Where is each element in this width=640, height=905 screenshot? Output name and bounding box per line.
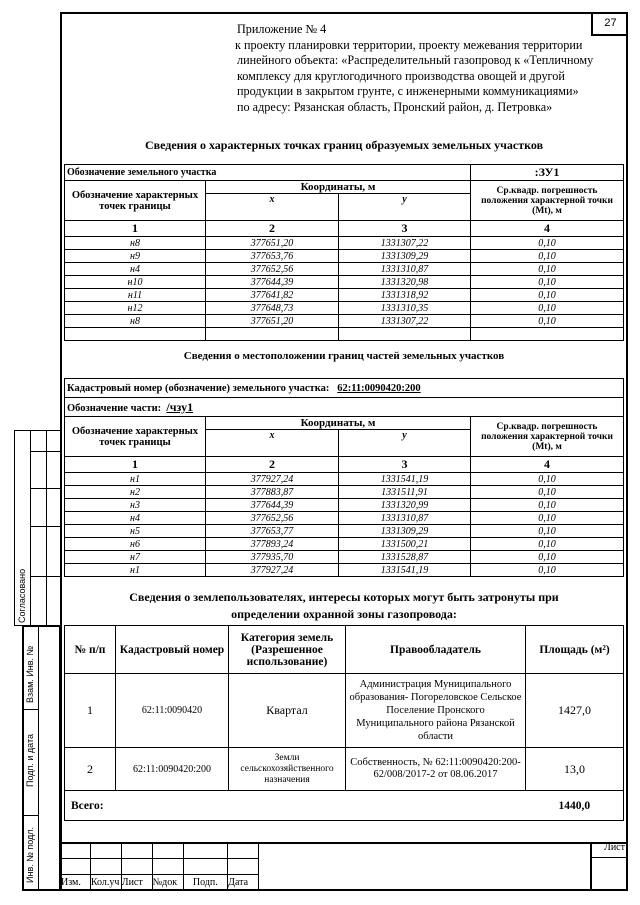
- cell: 2: [65, 748, 116, 791]
- error-value: 0,10: [471, 250, 624, 263]
- error-value: 0,10: [471, 512, 624, 525]
- intro-line: комплексу для круглогодичного производства овощей и другой: [237, 68, 565, 83]
- table-row: [65, 525, 624, 538]
- stamp-cell: [121, 859, 152, 875]
- intro-block: [237, 22, 622, 116]
- header-category: Категория земель (Разрешенное использование): [229, 626, 346, 674]
- point-name: н4: [65, 263, 206, 276]
- stamp-cell: [61, 843, 91, 859]
- coord-y: 1331541,19: [339, 564, 471, 577]
- coord-y: 1331541,19: [339, 473, 471, 486]
- coord-x: 377641,82: [206, 289, 339, 302]
- coord-y: 1331310,35: [339, 302, 471, 315]
- stamp-cell: [90, 843, 121, 859]
- intro-line: к проекту планировки территории, проекту межевания территории: [235, 37, 583, 52]
- coord-x: 377653,77: [206, 525, 339, 538]
- coord-x: 377651,20: [206, 237, 339, 250]
- coord-x: 377651,20: [206, 315, 339, 328]
- parcel-value: :ЗУ1: [471, 165, 624, 181]
- coord-y: 1331309,29: [339, 250, 471, 263]
- error-value: 0,10: [471, 276, 624, 289]
- coord-x: 377935,70: [206, 551, 339, 564]
- cell: 13,0: [526, 748, 624, 791]
- point-name: н2: [65, 486, 206, 499]
- point-name: н11: [65, 289, 206, 302]
- stamp-cell: [183, 859, 228, 875]
- table-row: [65, 263, 624, 276]
- header-number: № п/п: [65, 626, 116, 674]
- stamp-col-label: Изм.: [61, 875, 91, 891]
- coord-y: 1331500,21: [339, 538, 471, 551]
- error-value: 0,10: [471, 525, 624, 538]
- coord-x: 377644,39: [206, 276, 339, 289]
- section2-table: [64, 378, 624, 577]
- stamp-col-label: Лист: [121, 875, 152, 891]
- section3-table: [64, 625, 624, 821]
- col-num: 3: [339, 457, 471, 473]
- header-owner: Правообладатель: [346, 626, 526, 674]
- table-row: [65, 276, 624, 289]
- header-coords: Координаты, м: [206, 181, 471, 194]
- point-name: н1: [65, 564, 206, 577]
- header-y: y: [339, 430, 471, 457]
- error-value: 0,10: [471, 551, 624, 564]
- section3-heading-line: Сведения о землепользователях, интересы которых могут быть затронуты при: [129, 590, 559, 604]
- coord-x: 377648,73: [206, 302, 339, 315]
- point-name: н4: [65, 512, 206, 525]
- header-x: x: [206, 430, 339, 457]
- coord-y: 1331320,99: [339, 499, 471, 512]
- header-points: Обозначение характерных точек границы: [65, 417, 206, 457]
- coord-x: 377883,87: [206, 486, 339, 499]
- col-num: 1: [65, 221, 206, 237]
- stamp-cell: [90, 859, 121, 875]
- coord-x: 377893,24: [206, 538, 339, 551]
- error-value: 0,10: [471, 486, 624, 499]
- coord-y: 1331318,92: [339, 289, 471, 302]
- header-points: Обозначение характерных точек границы: [65, 181, 206, 221]
- section1-heading: Сведения о характерных точках границ образуемых земельных участков: [144, 138, 544, 152]
- section3-heading: [64, 590, 624, 622]
- empty-cell: [471, 328, 624, 341]
- table-row: [65, 250, 624, 263]
- col-num: 1: [65, 457, 206, 473]
- part-label: Обозначение части:: [67, 402, 162, 414]
- sign-date-label: Подп. и дата: [25, 733, 35, 787]
- coord-y: 1331307,22: [339, 315, 471, 328]
- cell: Собственность, № 62:11:0090420:200-62/008/2017-2 от 08.06.2017: [346, 748, 526, 791]
- table-row: [65, 486, 624, 499]
- header-coords: Координаты, м: [206, 417, 471, 430]
- error-value: 0,10: [471, 289, 624, 302]
- coord-y: 1331310,87: [339, 263, 471, 276]
- point-name: н8: [65, 237, 206, 250]
- cadastral-row: [65, 379, 624, 398]
- table-row: [65, 674, 624, 748]
- empty-cell: [206, 328, 339, 341]
- total-value: 1440,0: [526, 791, 624, 821]
- intro-line: линейного объекта: «Распределительный газопровод к «Тепличному: [237, 53, 594, 68]
- stamp-col-label: Дата: [228, 875, 259, 891]
- table-row: [65, 512, 624, 525]
- part-value: /чзу1: [166, 399, 194, 414]
- table-row: [65, 551, 624, 564]
- point-name: н7: [65, 551, 206, 564]
- header-y: y: [339, 194, 471, 221]
- point-name: н8: [65, 315, 206, 328]
- stamp-cell: [228, 843, 259, 859]
- table-row: [65, 473, 624, 486]
- empty-cell: [339, 328, 471, 341]
- cadastral-label: Кадастровый номер (обозначение) земельного участка:: [67, 382, 330, 394]
- coord-y: 1331310,87: [339, 512, 471, 525]
- total-label: Всего:: [65, 791, 526, 821]
- replace-inv-label: Взам. Инв. №: [25, 645, 35, 703]
- coord-x: 377644,39: [206, 499, 339, 512]
- intro-line: по адресу: Рязанская область, Пронский район, д. Петровка»: [237, 99, 553, 114]
- sheet-box: [590, 842, 628, 891]
- stamp-cell: [121, 843, 152, 859]
- header-x: x: [206, 194, 339, 221]
- parcel-label: Обозначение земельного участка: [65, 165, 471, 181]
- stamp-cell: [183, 843, 228, 859]
- coord-y: 1331528,87: [339, 551, 471, 564]
- table-row: [65, 564, 624, 577]
- stamp-cell: [61, 859, 91, 875]
- point-name: н3: [65, 499, 206, 512]
- point-name: н10: [65, 276, 206, 289]
- table-row: [65, 302, 624, 315]
- coord-x: 377652,56: [206, 263, 339, 276]
- error-value: 0,10: [471, 263, 624, 276]
- header-cadastral: Кадастровый номер: [116, 626, 229, 674]
- coord-x: 377927,24: [206, 473, 339, 486]
- cell: 62:11:0090420: [116, 674, 229, 748]
- point-name: н5: [65, 525, 206, 538]
- point-name: н9: [65, 250, 206, 263]
- table-row: [65, 748, 624, 791]
- error-value: 0,10: [471, 499, 624, 512]
- col-num: 4: [471, 457, 624, 473]
- error-value: 0,10: [471, 302, 624, 315]
- stamp-col-label: №док: [152, 875, 183, 891]
- coord-y: 1331511,91: [339, 486, 471, 499]
- cadastral-value: 62:11:0090420:200: [337, 382, 421, 394]
- cell: Администрация Муниципального образования- Погореловское Сельское Поселение Пронского Муниципального района Рязанской области: [346, 674, 526, 748]
- section1-table: [64, 164, 624, 341]
- error-value: 0,10: [471, 564, 624, 577]
- stamp-col-label: Кол.уч: [90, 875, 121, 891]
- coord-x: 377652,56: [206, 512, 339, 525]
- section2-heading: Сведения о местоположении границ частей земельных участков: [183, 350, 505, 362]
- side-stamp: [22, 625, 61, 891]
- cell: 1427,0: [526, 674, 624, 748]
- part-row: [65, 398, 624, 417]
- table-row: [65, 237, 624, 250]
- appendix-title: Приложение № 4: [237, 22, 327, 36]
- cell: 62:11:0090420:200: [116, 748, 229, 791]
- header-error: Ср.квадр. погрешность положения характерной точки (Mt), м: [471, 417, 624, 457]
- stamp-cell: [152, 843, 183, 859]
- inv-original-label: Инв. № подл.: [25, 826, 35, 883]
- error-value: 0,10: [471, 315, 624, 328]
- empty-cell: [65, 328, 206, 341]
- cell: 1: [65, 674, 116, 748]
- title-block: [60, 842, 259, 891]
- cell: Квартал: [229, 674, 346, 748]
- cell: Земли сельскохозяйственного назначения: [229, 748, 346, 791]
- table-row: [65, 538, 624, 551]
- col-num: 2: [206, 221, 339, 237]
- coord-x: 377927,24: [206, 564, 339, 577]
- header-error: Ср.квадр. погрешность положения характерной точки (Mt), м: [471, 181, 624, 221]
- point-name: н6: [65, 538, 206, 551]
- stamp-cell: [152, 859, 183, 875]
- point-name: н1: [65, 473, 206, 486]
- agreed-label: Согласовано: [17, 568, 27, 623]
- table-row: [65, 499, 624, 512]
- table-row: [65, 315, 624, 328]
- section3-heading-line: определении охранной зоны газопровода:: [231, 607, 457, 621]
- column-numbers: [65, 221, 624, 237]
- col-num: 2: [206, 457, 339, 473]
- column-numbers: [65, 457, 624, 473]
- coord-x: 377653,76: [206, 250, 339, 263]
- total-row: [65, 791, 624, 821]
- intro-line: продукции в закрытом грунте, с инженерными коммуникациями»: [237, 84, 579, 99]
- error-value: 0,10: [471, 237, 624, 250]
- table-row: [65, 289, 624, 302]
- coord-y: 1331307,22: [339, 237, 471, 250]
- error-value: 0,10: [471, 538, 624, 551]
- stamp-col-label: Подп.: [183, 875, 228, 891]
- stamp-cell: [228, 859, 259, 875]
- page-number: 27: [591, 12, 628, 36]
- agreed-block: [14, 430, 61, 626]
- header-area: Площадь (м²): [526, 626, 624, 674]
- coord-y: 1331320,98: [339, 276, 471, 289]
- point-name: н12: [65, 302, 206, 315]
- coord-y: 1331309,29: [339, 525, 471, 538]
- col-num: 4: [471, 221, 624, 237]
- sheet-label: Лист: [592, 842, 628, 858]
- col-num: 3: [339, 221, 471, 237]
- error-value: 0,10: [471, 473, 624, 486]
